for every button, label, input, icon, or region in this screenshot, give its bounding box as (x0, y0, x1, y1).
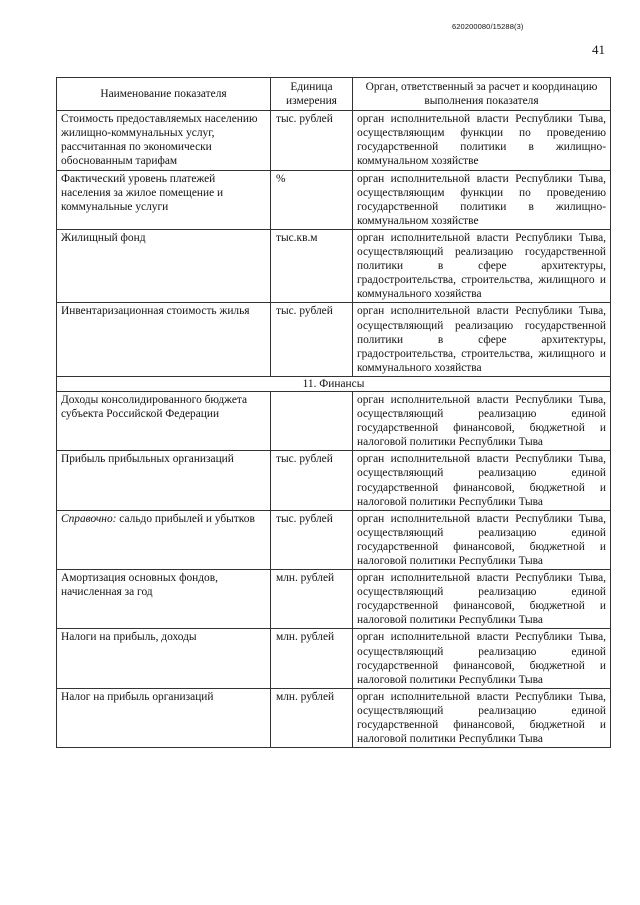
responsible-org: орган исполнительной власти Республики Тыва, осуществляющий реализацию единой государственной финансовой, бюджетной и налоговой политики Республики Тыва (353, 510, 611, 569)
indicator-name: Налог на прибыль организаций (57, 688, 271, 747)
indicator-unit: тыс.кв.м (271, 229, 353, 302)
indicator-name: Фактический уровень платежей населения за жилое помещение и коммунальные услуги (57, 170, 271, 229)
indicator-unit: млн. рублей (271, 688, 353, 747)
responsible-org: орган исполнительной власти Республики Тыва, осуществляющим функции по проведению государственной политики в жилищно-коммунальном хозяйстве (353, 111, 611, 170)
responsible-org: орган исполнительной власти Республики Тыва, осуществляющий реализацию государственной политики в сфере архитектуры, градостроительства, строительства, жилищного и коммунального хозяйства (353, 303, 611, 376)
indicator-name: Налоги на прибыль, доходы (57, 629, 271, 688)
indicator-name: Доходы консолидированного бюджета субъекта Российской Федерации (57, 391, 271, 450)
responsible-org: орган исполнительной власти Республики Тыва, осуществляющий реализацию государственной политики в сфере архитектуры, градостроительства, строительства, жилищного и коммунального хозяйства (353, 229, 611, 302)
indicator-unit: тыс. рублей (271, 451, 353, 510)
indicator-name-text: сальдо прибылей и убытков (116, 512, 255, 525)
indicator-name: Инвентаризационная стоимость жилья (57, 303, 271, 376)
section-title: 11. Финансы (57, 376, 611, 391)
indicator-unit: % (271, 170, 353, 229)
indicators-table (56, 77, 611, 748)
responsible-org: орган исполнительной власти Республики Тыва, осуществляющий реализацию единой государственной финансовой, бюджетной и налоговой политики Республики Тыва (353, 688, 611, 747)
reference-note-label: Справочно: (61, 512, 117, 525)
indicator-unit: млн. рублей (271, 629, 353, 688)
indicator-unit: тыс. рублей (271, 510, 353, 569)
indicator-name: Стоимость предоставляемых населению жилищно-коммунальных услуг, рассчитанная по экономически обоснованным тарифам (57, 111, 271, 170)
section-row (57, 376, 611, 391)
table-row (57, 303, 611, 376)
indicator-name: Жилищный фонд (57, 229, 271, 302)
table-row (57, 170, 611, 229)
indicator-unit: тыс. рублей (271, 111, 353, 170)
indicator-name (57, 510, 271, 569)
table-row (57, 451, 611, 510)
table-header-row (57, 78, 611, 111)
table-row (57, 510, 611, 569)
responsible-org: орган исполнительной власти Республики Тыва, осуществляющим функции по проведению государственной политики в жилищно-коммунальном хозяйстве (353, 170, 611, 229)
table-row (57, 391, 611, 450)
responsible-org: орган исполнительной власти Республики Тыва, осуществляющий реализацию единой государственной финансовой, бюджетной и налоговой политики Республики Тыва (353, 391, 611, 450)
table-row (57, 229, 611, 302)
header-indicator-name: Наименование показателя (57, 78, 271, 111)
responsible-org: орган исполнительной власти Республики Тыва, осуществляющий реализацию единой государственной финансовой, бюджетной и налоговой политики Республики Тыва (353, 451, 611, 510)
table-row (57, 111, 611, 170)
table-row (57, 570, 611, 629)
indicator-unit: млн. рублей (271, 570, 353, 629)
responsible-org: орган исполнительной власти Республики Тыва, осуществляющий реализацию единой государственной финансовой, бюджетной и налоговой политики Республики Тыва (353, 629, 611, 688)
indicator-unit: тыс. рублей (271, 303, 353, 376)
document-code: 620200080/15288(3) (452, 22, 524, 31)
responsible-org: орган исполнительной власти Республики Тыва, осуществляющий реализацию единой государственной финансовой, бюджетной и налоговой политики Республики Тыва (353, 570, 611, 629)
table-row (57, 688, 611, 747)
indicator-name: Амортизация основных фондов, начисленная за год (57, 570, 271, 629)
header-responsible-org: Орган, ответственный за расчет и координацию выполнения показателя (353, 78, 611, 111)
indicator-name: Прибыль прибыльных организаций (57, 451, 271, 510)
page-number: 41 (592, 42, 605, 57)
header-unit: Единица измерения (271, 78, 353, 111)
indicator-unit (271, 391, 353, 450)
table-row (57, 629, 611, 688)
